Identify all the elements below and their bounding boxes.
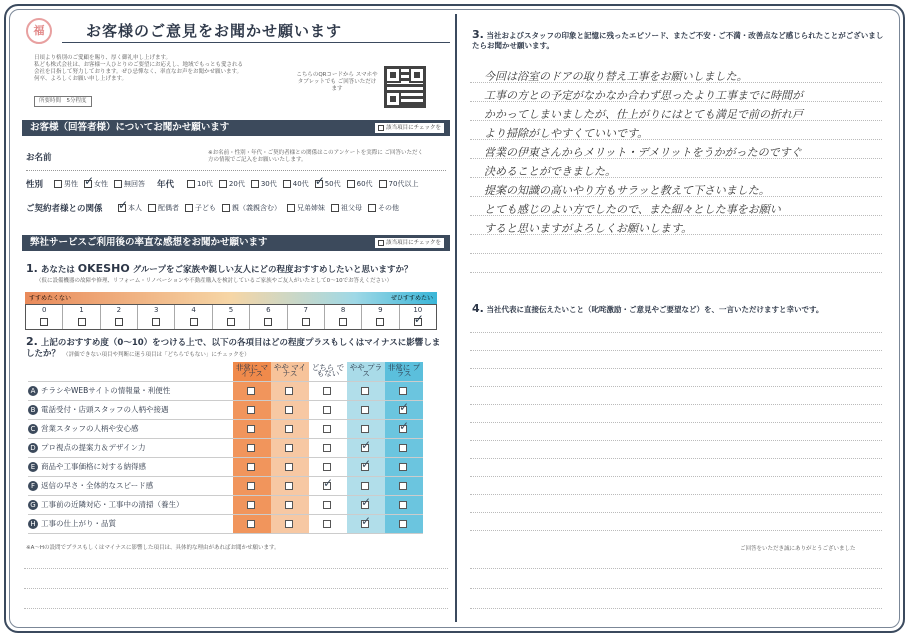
section_customer.relation_options-checkbox[interactable] — [287, 204, 295, 212]
scale-checkbox[interactable] — [115, 318, 123, 326]
section_customer.age_options-checkbox[interactable] — [219, 180, 227, 188]
scale-cell[interactable] — [101, 305, 138, 329]
section_customer.age_options-checkbox[interactable] — [283, 180, 291, 188]
section_customer.age_options-option[interactable] — [379, 179, 419, 189]
section_customer.gender_options-checkbox[interactable] — [54, 180, 62, 188]
section_customer.gender_options-option[interactable] — [54, 179, 78, 189]
q2-checkbox[interactable] — [361, 501, 369, 509]
q2-checkbox[interactable] — [361, 482, 369, 490]
q2-checkbox[interactable] — [361, 520, 369, 528]
q2-checkbox[interactable] — [323, 425, 331, 433]
q4-write-line — [470, 458, 882, 459]
name-label: お名前 — [26, 153, 52, 163]
page-title: お客様のご意見をお聞かせ願います — [86, 22, 343, 40]
q2-checkbox[interactable] — [285, 501, 293, 509]
section_customer.relation_options-checkbox[interactable] — [148, 204, 156, 212]
section_customer.age_options-option-label: 40代 — [292, 180, 309, 188]
section_customer.age_options-checkbox[interactable] — [251, 180, 259, 188]
section_customer.age_options-checkbox[interactable] — [347, 180, 355, 188]
row-label: 工事の仕上がり・品質 — [41, 519, 116, 528]
scale-checkbox[interactable] — [414, 318, 422, 326]
q4-write-line — [470, 476, 882, 477]
scale-checkbox[interactable] — [78, 318, 86, 326]
thanks-text: ご回答をいただき誠にありがとうございました — [740, 546, 856, 552]
q2-row — [28, 438, 423, 457]
row-label: 返信の早さ・全体的なスピード感 — [41, 481, 154, 490]
q2-checkbox[interactable] — [361, 425, 369, 433]
q2-checkbox[interactable] — [285, 520, 293, 528]
scale-high-label: ぜひすすめたい — [390, 295, 433, 302]
section_customer.age_options-option-label: 60代 — [356, 180, 373, 188]
left-write-line-2 — [24, 588, 448, 589]
q2-checkbox[interactable] — [323, 501, 331, 509]
section_customer.gender_options-option[interactable] — [114, 179, 145, 189]
section_customer.age_options-option[interactable] — [187, 179, 213, 189]
q2-checkbox[interactable] — [399, 387, 407, 395]
section_customer.relation_options-option-label: 親（義親含む） — [232, 204, 281, 212]
q3-write-line — [470, 272, 882, 273]
section_customer.age_options-checkbox[interactable] — [379, 180, 387, 188]
section_customer.age_options-option[interactable] — [347, 179, 373, 189]
row-badge: C — [28, 424, 38, 434]
q2-checkbox[interactable] — [399, 463, 407, 471]
section_customer.age_options-option-label: 20代 — [228, 180, 245, 188]
section_customer.relation_options-option-label: 兄弟姉妹 — [297, 204, 325, 212]
section_customer.age_options-option-label: 70代以上 — [388, 180, 419, 188]
q2-column-header: やや プラス — [347, 362, 385, 381]
scale-low-label: すすめたくない — [29, 295, 72, 302]
handwritten-line: 決めることができました。 — [484, 165, 616, 178]
section_customer.relation_options-option[interactable] — [287, 203, 325, 213]
row-label: 営業スタッフの人柄や安心感 — [41, 424, 139, 433]
section_customer.relation_options-option[interactable] — [368, 203, 399, 213]
q2-checkbox[interactable] — [361, 444, 369, 452]
section_customer.gender_options-option-label: 無回答 — [124, 180, 145, 188]
row-badge: E — [28, 462, 38, 472]
q1-scale — [25, 292, 437, 332]
scale-cell[interactable] — [175, 305, 212, 329]
section_customer.gender_options-checkbox[interactable] — [84, 180, 92, 188]
section_customer.relation_options-option[interactable] — [118, 203, 142, 213]
section_customer.relation_options-checkbox[interactable] — [222, 204, 230, 212]
scale-checkbox[interactable] — [152, 318, 160, 326]
q2-column-header: 非常に プラス — [385, 362, 423, 381]
section_customer.relation_options-checkbox[interactable] — [185, 204, 193, 212]
q2-checkbox[interactable] — [399, 501, 407, 509]
scale-cell[interactable] — [362, 305, 399, 329]
section_customer.age_options-option-label: 10代 — [197, 180, 213, 188]
q2-footnote: ※A〜Hの設問でプラスもしくはマイナスに影響した項目は、具体的な理由があればお聞かせ願います。 — [26, 545, 280, 551]
section_customer.relation_options-checkbox[interactable] — [368, 204, 376, 212]
section-service-bar: 弊社サービスご利用後の率直な感想をお聞かせ願います 該当項目にチェックを — [22, 235, 450, 251]
scale-checkbox[interactable] — [302, 318, 310, 326]
scale-cell[interactable] — [325, 305, 362, 329]
q2-checkbox[interactable] — [247, 444, 255, 452]
handwritten-line: 営業の伊東さんからメリット・デメリットをうかがったのですぐ — [484, 146, 802, 159]
scale-cell[interactable] — [63, 305, 100, 329]
section_customer.gender_options-option[interactable] — [84, 179, 108, 189]
handwritten-line: 今回は浴室のドアの取り替え工事をお願いしました。 — [484, 70, 748, 83]
scale-cell[interactable] — [213, 305, 250, 329]
scale-number: 8 — [340, 306, 346, 314]
q2-checkbox[interactable] — [285, 406, 293, 414]
row-badge: D — [28, 443, 38, 453]
handwritten-line: 工事の方との予定がなかなか合わず思ったより工事までに時間が — [484, 89, 803, 102]
q2-checkbox[interactable] — [285, 425, 293, 433]
row-badge: G — [28, 500, 38, 510]
section_customer.age_options-checkbox[interactable] — [315, 180, 323, 188]
q2-checkbox[interactable] — [323, 463, 331, 471]
q2-checkbox[interactable] — [399, 425, 407, 433]
q2-row — [28, 419, 423, 438]
handwritten-line: すると思いますがよろしくお願いします。 — [484, 222, 693, 235]
title-underline — [62, 42, 450, 43]
scale-number: 6 — [266, 306, 271, 314]
q2-row — [28, 514, 423, 533]
section_customer.relation_options-option-label: その他 — [378, 204, 399, 212]
row-badge: B — [28, 405, 38, 415]
section-customer-bar: お客様（回答者様）についてお聞かせ願います 該当項目にチェックを — [22, 120, 450, 136]
q2-checkbox[interactable] — [323, 406, 331, 414]
q2-checkbox[interactable] — [399, 520, 407, 528]
q2-column-header: どちら でもない — [309, 362, 347, 381]
q2-row — [28, 400, 423, 419]
q2-checkbox[interactable] — [323, 387, 331, 395]
scale-checkbox[interactable] — [264, 318, 272, 326]
row-badge: H — [28, 519, 38, 529]
qr-note: こちらのQRコードから スマホやタブレットでも ご回答いただけます — [296, 72, 378, 92]
q3-question: 3. 当社およびスタッフの印象と記憶に残ったエピソード、またご不安・ご不満・改善点など感じられたことがございましたらお聞かせ願います。 — [472, 28, 884, 50]
q2-checkbox[interactable] — [247, 520, 255, 528]
q4-write-line — [470, 530, 882, 531]
row-label: 商品や工事価格に対する納得感 — [41, 462, 146, 471]
section_customer.age_options-option[interactable] — [219, 179, 245, 189]
intro-text: 日頃より格別のご愛顧を賜り、厚く御礼申し上げます。 私ども株式会社は、お客様一人ひとりのご要望にお応えし、地域でもっとも愛される 会社を目指して努力しております。ぜひ忌憚なく、率直なお声をお聞かせ願います。 何卒、よろしくお願い申し上げます。 — [34, 55, 244, 82]
row-label: 工事前の近隣対応・工事中の清掃（養生） — [41, 500, 184, 509]
handwritten-line: かかってしまいましたが、仕上がりにはとても満足で前の折れ戸 — [484, 108, 803, 121]
q4-write-line — [470, 588, 882, 589]
scale-checkbox[interactable] — [339, 318, 347, 326]
q2-checkbox[interactable] — [247, 425, 255, 433]
q4-write-line — [470, 368, 882, 369]
section_customer.relation_options-option-label: 子ども — [195, 204, 216, 212]
q4-write-line — [470, 386, 882, 387]
section_customer.age_options-option-label: 50代 — [324, 180, 341, 188]
section_customer.relation_options-option[interactable] — [222, 203, 281, 213]
gender-row: 性別 男性 ✓ 女性 無回答 年代 10代 20代 30代 40代 ✓ 50代 60代 70代以上 — [26, 178, 424, 190]
scale-cell[interactable] — [26, 305, 63, 329]
scale-checkbox[interactable] — [227, 318, 235, 326]
handwritten-line: より掃除がしやすくていいです。 — [484, 127, 649, 140]
section_customer.age_options-checkbox[interactable] — [187, 180, 195, 188]
q4-question: 4. 当社代表に直接伝えたいこと（叱咤激励・ご意見やご要望など）を、一言いただけますと幸いです。 — [472, 302, 824, 315]
q2-checkbox[interactable] — [247, 463, 255, 471]
section_customer.relation_options-option[interactable] — [148, 203, 179, 213]
q4-write-line — [470, 494, 882, 495]
section_customer.relation_options-option[interactable] — [331, 203, 362, 213]
row-badge: A — [28, 386, 38, 396]
section_customer.age_options-option[interactable] — [283, 179, 309, 189]
section_customer.gender_options-option-label: 男性 — [64, 180, 78, 188]
row-label: プロ視点の提案力＆デザイン力 — [41, 443, 146, 452]
q2-checkbox[interactable] — [323, 444, 331, 452]
q4-write-line — [470, 608, 882, 609]
q2-checkbox[interactable] — [247, 406, 255, 414]
scale-number: 10 — [413, 306, 423, 314]
q2-row — [28, 381, 423, 400]
scale-gradient — [25, 292, 437, 304]
q2-row — [28, 457, 423, 476]
q4-write-line — [470, 404, 882, 405]
section_customer.relation_options-option[interactable] — [185, 203, 216, 213]
q4-write-line — [470, 512, 882, 513]
q4-write-line — [470, 440, 882, 441]
scale-checkbox[interactable] — [40, 318, 48, 326]
section_customer.age_options-option-label: 30代 — [260, 180, 277, 188]
scale-number: 4 — [191, 306, 196, 314]
section_customer.relation_options-option-label: 配偶者 — [158, 204, 179, 212]
q2-checkbox[interactable] — [247, 387, 255, 395]
scale-checkbox[interactable] — [190, 318, 198, 326]
q4-write-line — [470, 350, 882, 351]
row-label: チラシやWEBサイトの情報量・利便性 — [41, 386, 171, 395]
q2-checkbox[interactable] — [361, 406, 369, 414]
section_customer.age_options-option[interactable] — [315, 179, 341, 189]
scale-number: 9 — [378, 306, 383, 314]
scale-number: 1 — [79, 306, 84, 314]
section_customer.relation_options-option-label: 祖父母 — [341, 204, 362, 212]
q2-row — [28, 495, 423, 514]
q2-checkbox[interactable] — [285, 444, 293, 452]
section_customer.age_options-option[interactable] — [251, 179, 277, 189]
q2-checkbox[interactable] — [285, 387, 293, 395]
scale-number: 7 — [303, 306, 308, 314]
q3-write-line — [470, 253, 882, 254]
name-line — [26, 170, 446, 171]
q2-checkbox[interactable] — [399, 482, 407, 490]
q1-sub: （仮に設備機器の故障や修理、リフォーム・リノベーションや不動産購入を検討しているご家族やご友人がいたとして0〜10でお答えください） — [36, 278, 393, 284]
section_customer.relation_options-checkbox[interactable] — [331, 204, 339, 212]
section_customer.relation_options-checkbox[interactable] — [118, 204, 126, 212]
q2-checkbox[interactable] — [285, 463, 293, 471]
handwritten-line: とても感じのよい方でしたので、また細々とした事をお願い — [484, 203, 781, 216]
duration-box: 所要時間 5分程度 — [34, 96, 92, 107]
q4-write-line — [470, 568, 882, 569]
logo-stamp: 福 — [26, 18, 52, 44]
scale-number: 2 — [116, 306, 122, 314]
q2-checkbox[interactable] — [361, 387, 369, 395]
scale-checkbox[interactable] — [376, 318, 384, 326]
section_customer.gender_options-option-label: 女性 — [94, 180, 108, 188]
q4-write-line — [470, 422, 882, 423]
scale-cell[interactable] — [250, 305, 287, 329]
scale-cell[interactable] — [288, 305, 325, 329]
q2-checkbox[interactable] — [323, 482, 331, 490]
qr-code[interactable] — [384, 66, 426, 108]
q2-checkbox[interactable] — [361, 463, 369, 471]
q1-question: 1. あなたは OKESHO グループをご家族や親しい友人にどの程度おすすめしたいと思いますか？ — [26, 262, 413, 275]
scale-cell[interactable] — [138, 305, 175, 329]
q2-checkbox[interactable] — [323, 520, 331, 528]
handwritten-line: 提案の知識の高いやり方もサラッと教えて下さいました。 — [484, 184, 770, 197]
q2-question: 2. 上記のおすすめ度（0〜10）をつける上で、以下の各項目はどの程度プラスもしくはマイナスに影響しましたか？ （評価できない項目や判断に迷う項目は「どちらでもない」にチェックを） — [26, 335, 441, 359]
q2-table — [28, 362, 423, 534]
section_customer.relation_options-option-label: 本人 — [128, 204, 142, 212]
row-label: 電話受付・店頭スタッフの人柄や接遇 — [41, 405, 169, 414]
scale-cell[interactable] — [400, 305, 436, 329]
scale-number: 3 — [154, 306, 159, 314]
left-write-line-1 — [24, 568, 448, 569]
row-badge: F — [28, 481, 38, 491]
q4-write-line — [470, 332, 882, 333]
privacy-note: ※お名前・性別・年代・ご契約者様との関係はこのアンケートを実際に ご回答いただく方の情報でご記入をお願いいたします。 — [208, 150, 424, 163]
scale-number: 0 — [41, 306, 47, 314]
column-divider — [455, 14, 457, 622]
q2-checkbox[interactable] — [399, 444, 407, 452]
q2-column-header: 非常に マイナス — [233, 362, 271, 381]
scale-number: 5 — [228, 306, 234, 314]
q2-checkbox[interactable] — [247, 501, 255, 509]
relation-row: ご契約者様との関係 ✓ 本人 配偶者 子ども 親（義親含む） 兄弟姉妹 祖父母 その他 — [26, 202, 405, 214]
section_customer.gender_options-checkbox[interactable] — [114, 180, 122, 188]
left-write-line-3 — [24, 608, 448, 609]
q2-checkbox[interactable] — [285, 482, 293, 490]
q2-row — [28, 476, 423, 495]
q2-checkbox[interactable] — [399, 406, 407, 414]
q2-checkbox[interactable] — [247, 482, 255, 490]
q2-column-header: やや マイナス — [271, 362, 309, 381]
